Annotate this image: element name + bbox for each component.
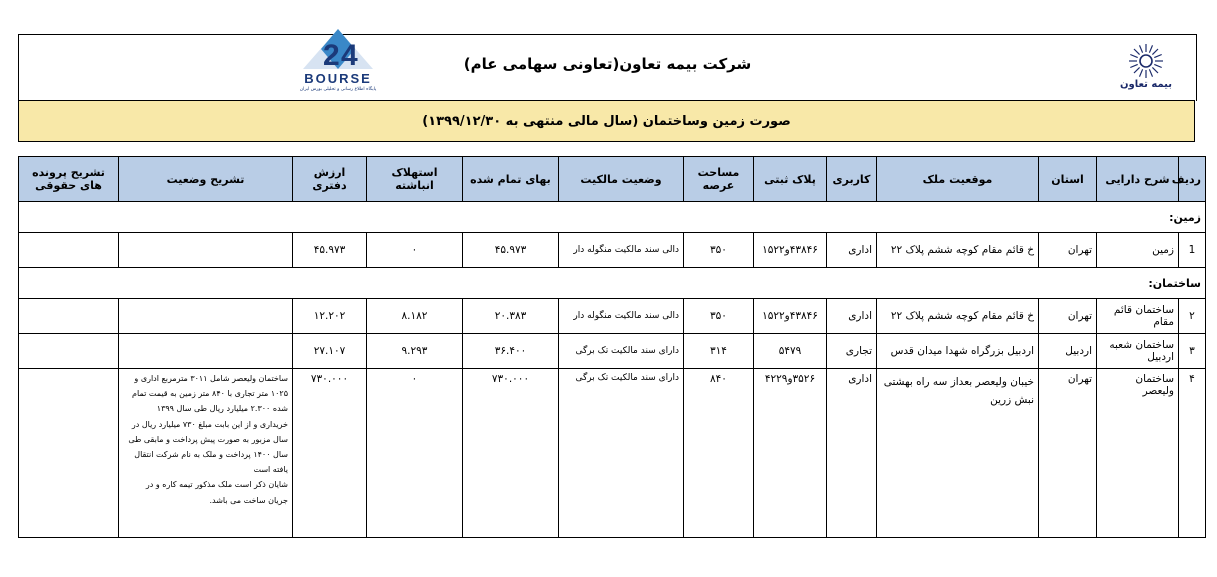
- col-header: پلاک ثبتی: [754, 157, 827, 202]
- bourse-logo: [293, 27, 383, 101]
- ownership-cell: دارای سند مالکیت تک برگی: [559, 369, 684, 538]
- status-cell: [119, 233, 293, 268]
- status-note-line: شایان ذکر است ملک مذکور تیمه کاره و در: [145, 480, 288, 490]
- status-note-line: خریداری و از این بابت مبلغ ۷۳۰ میلیارد ریال در: [131, 419, 288, 429]
- row-number: ۳: [1179, 334, 1206, 369]
- depreciation-cell: ۸.۱۸۲: [367, 299, 463, 334]
- assets-table: [18, 156, 1201, 540]
- sunburst-icon: [1110, 41, 1182, 81]
- report-header: [18, 34, 1197, 101]
- section-row-building: [19, 268, 1206, 299]
- company-title: شرکت بیمه تعاون(تعاونی سهامی عام): [463, 55, 752, 73]
- status-note-line: جریان ساخت می باشد.: [209, 495, 288, 505]
- plate-cell: ۴۳۸۴۶و۱۵۲۲: [754, 233, 827, 268]
- cost-cell: ۷۳۰.۰۰۰: [463, 369, 559, 538]
- col-header: تشریح پرونده های حقوقی: [19, 157, 119, 202]
- province-cell: تهران: [1039, 233, 1097, 268]
- book-value-cell: ۱۲.۲۰۲: [293, 299, 367, 334]
- area-cell: ۸۴۰: [684, 369, 754, 538]
- area-cell: ۳۵۰: [684, 233, 754, 268]
- svg-text:4: 4: [341, 39, 358, 72]
- col-header: مساحت عرصه: [684, 157, 754, 202]
- book-value-cell: ۷۳۰.۰۰۰: [293, 369, 367, 538]
- svg-text:2: 2: [323, 39, 340, 72]
- col-header: وضعیت مالکیت: [559, 157, 684, 202]
- bourse-logo-text: BOURSE: [304, 71, 372, 86]
- asset-cell: ساختمان قائم مقام: [1097, 299, 1179, 334]
- ownership-cell: دارای سند مالکیت تک برگی: [559, 334, 684, 369]
- book-value-cell: ۴۵.۹۷۳: [293, 233, 367, 268]
- location-cell: خیبان ولیعصر بعداز سه راه بهشتی نبش زرین: [877, 369, 1039, 538]
- depreciation-cell: ۰: [367, 369, 463, 538]
- usage-cell: اداری: [827, 233, 877, 268]
- table-row: [19, 369, 1206, 538]
- row-number: 1: [1179, 233, 1206, 268]
- status-note-line: سال ۱۴۰۰ پرداخت و ملک به نام شرکت انتقال: [134, 450, 288, 460]
- section-label: ساختمان:: [19, 268, 1206, 299]
- status-cell: [119, 334, 293, 369]
- report-title-band: [18, 100, 1195, 142]
- asset-cell: ساختمان شعبه اردبیل: [1097, 334, 1179, 369]
- legal-cell: [19, 233, 119, 268]
- location-cell: اردبیل بزرگراه شهدا میدان قدس: [877, 334, 1039, 369]
- province-cell: اردبیل: [1039, 334, 1097, 369]
- status-note-line: شده ۲.۳۰۰ میلیارد ریال طی سال ۱۳۹۹: [156, 404, 288, 414]
- depreciation-cell: ۹.۲۹۳: [367, 334, 463, 369]
- status-note-line: ساختمان ولیعصر شامل ۳۰۱۱ مترمربع اداری و: [134, 374, 288, 383]
- status-note-line: سال مزبور به صورت پیش پرداخت و مابقی طی: [128, 434, 288, 444]
- cost-cell: ۳۶.۴۰۰: [463, 334, 559, 369]
- location-cell: خ قائم مقام کوچه ششم پلاک ۲۲: [877, 233, 1039, 268]
- col-header: شرح دارایی: [1097, 157, 1179, 202]
- status-note-line: یافته است: [253, 465, 288, 475]
- status-note-line: ۱۰۲۵ متر تجاری با ۸۴۰ متر زمین به قیمت تمام: [132, 389, 288, 399]
- usage-cell: اداری: [827, 299, 877, 334]
- usage-cell: اداری: [827, 369, 877, 538]
- location-cell: خ قائم مقام کوچه ششم پلاک ۲۲: [877, 299, 1039, 334]
- province-cell: تهران: [1039, 369, 1097, 538]
- col-header: استهلاک انباشته: [367, 157, 463, 202]
- insurer-logo: [1110, 41, 1182, 99]
- asset-cell: زمین: [1097, 233, 1179, 268]
- table-row: [19, 299, 1206, 334]
- usage-cell: تجاری: [827, 334, 877, 369]
- bourse-logo-subtext: پایگاه اطلاع رسانی و تحلیلی بورس ایران: [299, 87, 377, 92]
- col-header: تشریح وضعیت: [119, 157, 293, 202]
- status-cell: [119, 299, 293, 334]
- land-building-table: [18, 156, 1206, 538]
- plate-cell: ۵۴۷۹: [754, 334, 827, 369]
- legal-cell: [19, 369, 119, 538]
- col-header: بهای تمام شده: [463, 157, 559, 202]
- table-header-row: [19, 157, 1206, 202]
- col-header: استان: [1039, 157, 1097, 202]
- cost-cell: ۲۰.۳۸۳: [463, 299, 559, 334]
- section-label: زمین:: [19, 202, 1206, 233]
- book-value-cell: ۲۷.۱۰۷: [293, 334, 367, 369]
- col-header: کاربری: [827, 157, 877, 202]
- plate-cell: ۳۵۲۶و۴۲۲۹: [754, 369, 827, 538]
- report-title: صورت زمین وساختمان (سال مالی منتهی به ۱۳۹۹/۱۲/۳۰): [422, 114, 791, 129]
- cost-cell: ۴۵.۹۷۳: [463, 233, 559, 268]
- col-header: ردیف: [1179, 157, 1206, 202]
- legal-cell: [19, 334, 119, 369]
- legal-cell: [19, 299, 119, 334]
- row-number: ۲: [1179, 299, 1206, 334]
- bourse-emblem-icon: [293, 27, 383, 73]
- row-number: ۴: [1179, 369, 1206, 538]
- insurer-logo-text: بیمه تعاون: [1120, 79, 1172, 90]
- section-row-land: [19, 202, 1206, 233]
- status-note-cell: [119, 369, 293, 538]
- ownership-cell: دالی سند مالکیت منگوله دار: [559, 233, 684, 268]
- ownership-cell: دالی سند مالکیت منگوله دار: [559, 299, 684, 334]
- province-cell: تهران: [1039, 299, 1097, 334]
- table-row: [19, 233, 1206, 268]
- plate-cell: ۴۳۸۴۶و۱۵۲۲: [754, 299, 827, 334]
- depreciation-cell: ۰: [367, 233, 463, 268]
- area-cell: ۳۱۴: [684, 334, 754, 369]
- col-header: ارزش دفتری: [293, 157, 367, 202]
- table-row: [19, 334, 1206, 369]
- col-header: موقعیت ملک: [877, 157, 1039, 202]
- asset-cell: ساختمان ولیعصر: [1097, 369, 1179, 538]
- area-cell: ۳۵۰: [684, 299, 754, 334]
